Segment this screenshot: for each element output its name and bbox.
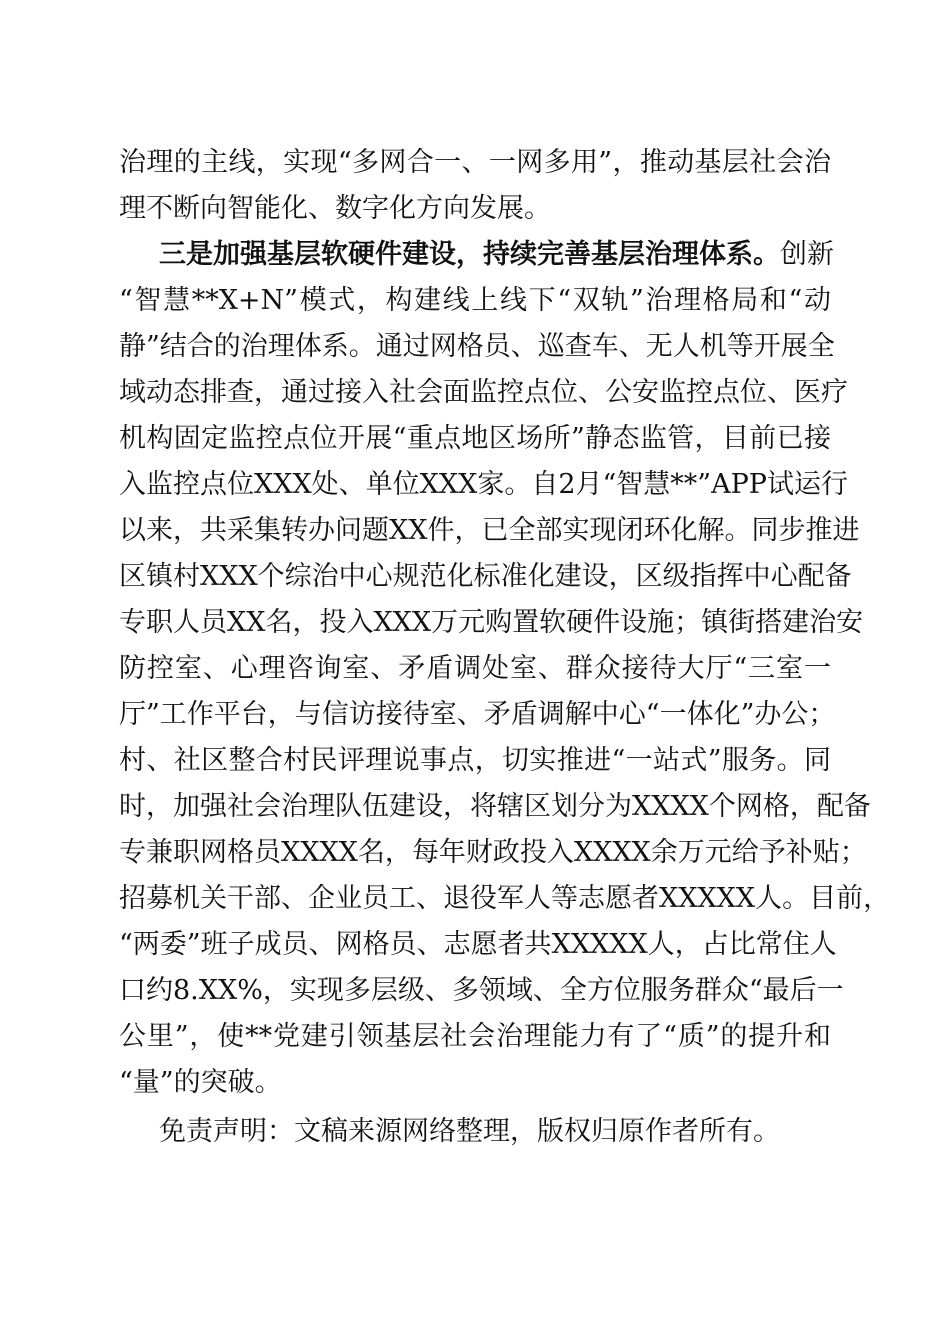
paragraph-2-line-1: [159, 235, 834, 275]
paragraph-2-line-8: 区镇村XXX个综治中心规范化标准化建设，区级指挥中心配备: [119, 561, 852, 592]
paragraph-2-line-7: 以来，共采集转办问题XX件，已全部实现闭环化解。同步推进: [119, 515, 860, 546]
paragraph-1-line-1: 治理的主线，实现“多网合一、一网多用”，推动基层社会治: [119, 147, 831, 178]
paragraph-2-line-9: 专职人员XX名，投入XXX万元购置软硬件设施；镇街搭建治安: [119, 607, 864, 638]
paragraph-2-line-11: 厅”工作平台，与信访接待室、矛盾调解中心“一体化”办公；: [119, 699, 836, 730]
paragraph-2-line-1-text: 创新: [780, 239, 834, 270]
paragraph-2-line-5: 机构固定监控点位开展“重点地区场所”静态监管，目前已接: [119, 423, 831, 454]
paragraph-2-line-19: “量”的突破。: [119, 1067, 282, 1098]
paragraph-2-line-10: 防控室、心理咨询室、矛盾调处室、群众接待大厅“三室一: [119, 653, 831, 684]
disclaimer: 免责声明：文稿来源网络整理，版权归原作者所有。: [159, 1116, 780, 1147]
paragraph-2-line-2: “智慧**X+N”模式，构建线上线下“双轨”治理格局和“动: [119, 285, 831, 316]
paragraph-2-line-13: 时，加强社会治理队伍建设，将辖区划分为XXXX个网格，配备: [119, 791, 871, 822]
paragraph-2-bold-heading: 三是加强基层软硬件建设，持续完善基层治理体系。: [159, 239, 780, 270]
paragraph-2-line-4: 域动态排查，通过接入社会面监控点位、公安监控点位、医疗: [119, 377, 848, 408]
paragraph-2-line-18: 公里”，使**党建引领基层社会治理能力有了“质”的提升和: [119, 1021, 831, 1052]
paragraph-2-line-14: 专兼职网格员XXXX名，每年财政投入XXXX余万元给予补贴；: [119, 837, 867, 868]
paragraph-1-line-2: 理不断向智能化、数字化方向发展。: [119, 193, 551, 224]
paragraph-2-line-12: 村、社区整合村民评理说事点，切实推进“一站式”服务。同: [119, 745, 831, 776]
paragraph-2-line-3: 静”结合的治理体系。通过网格员、巡查车、无人机等开展全: [119, 331, 835, 362]
paragraph-2-line-16: “两委”班子成员、网格员、志愿者共XXXXX人，占比常住人: [119, 929, 837, 960]
paragraph-2-line-17: 口约8.XX%，实现多层级、多领域、全方位服务群众“最后一: [119, 975, 844, 1006]
paragraph-2-line-6: 入监控点位XXX处、单位XXX家。自2月“智慧**”APP试运行: [119, 469, 848, 500]
paragraph-2-line-15: 招募机关干部、企业员工、退役军人等志愿者XXXXX人。目前，: [119, 883, 891, 914]
